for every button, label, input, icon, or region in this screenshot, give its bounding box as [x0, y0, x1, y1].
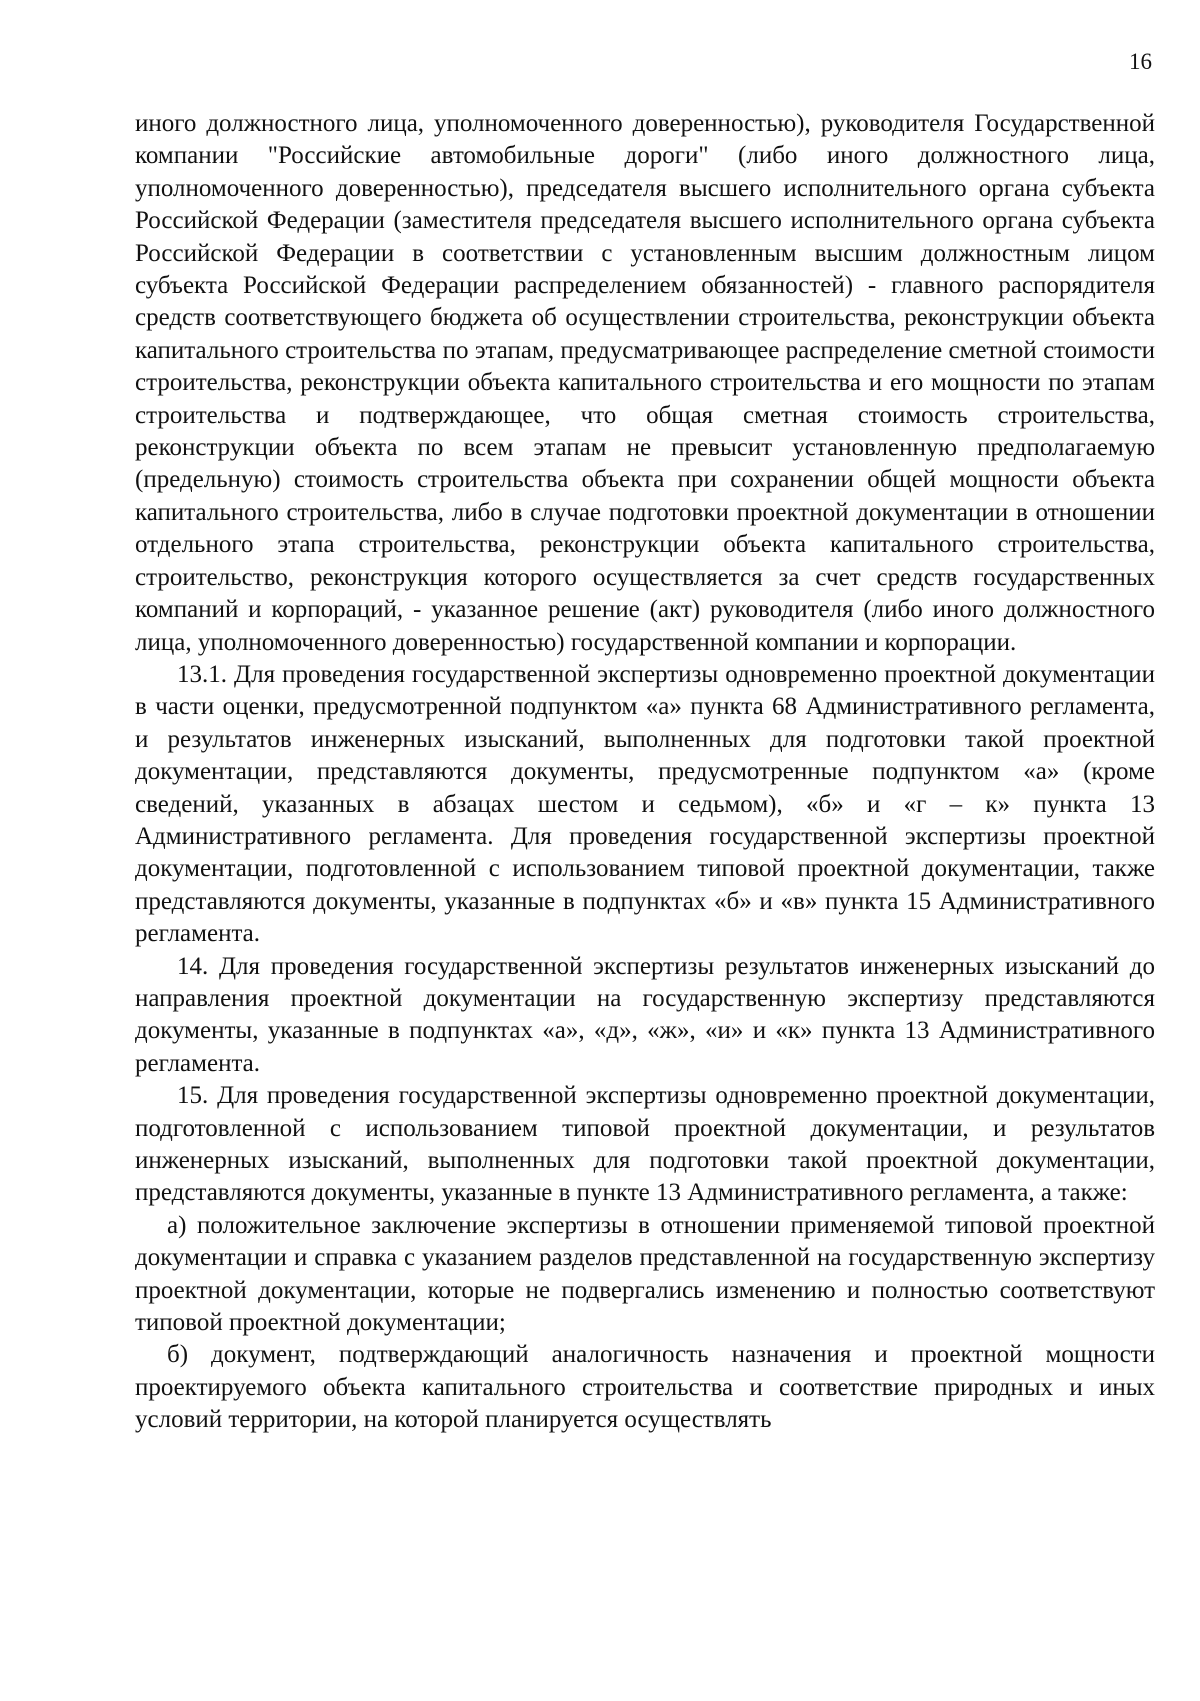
document-body: [135, 108, 1155, 1437]
paragraph-14: 14. Для проведения государственной экспертизы результатов инженерных изысканий до направления проектной документации на государственную экспертизу представляются документы, указанные в подпунктах «а», «д», «ж», «и» и «к» пункта 13 Административного регламента.: [135, 952, 1155, 1077]
paragraph-15-b: б) документ, подтверждающий аналогичность назначения и проектной мощности проектируемого объекта капитального строительства и соответствие природных и иных условий территории, на которой планируется осуществлять: [135, 1341, 1155, 1434]
paragraph-13-1: 13.1. Для проведения государственной экспертизы одновременно проектной документации в части оценки, предусмотренной подпунктом «а» пункта 68 Административного регламента, и результатов инженерных изысканий, выполненных для подготовки такой проектной документации, представляются документы, предусмотренные подпунктом «а» (кроме сведений, указанных в абзацах шестом и седьмом), «б» и «г – к» пункта 13 Административного регламента. Для проведения государственной экспертизы проектной документации, подготовленной с использованием типовой проектной документации, также представляются документы, указанные в подпунктах «б» и «в» пункта 15 Административного регламента.: [135, 660, 1155, 948]
page-number: 16: [1129, 49, 1152, 74]
paragraph-15: 15. Для проведения государственной экспертизы одновременно проектной документации, подготовленной с использованием типовой проектной документации, и результатов инженерных изысканий, выполненных для подготовки такой проектной документации, представляются документы, указанные в пункте 13 Административного регламента, а также:: [135, 1082, 1155, 1207]
paragraph-continuation: иного должностного лица, уполномоченного доверенностью), руководителя Государственной компании "Российские автомобильные дороги" (либо иного должностного лица, уполномоченного доверенностью), председателя высшего исполнительного органа субъекта Российской Федерации (заместителя председателя высшего исполнительного органа субъекта Российской Федерации в соответствии с установленным высшим должностным лицом субъекта Российской Федерации распределением обязанностей) - главного распорядителя средств соответствующего бюджета об осуществлении строительства, реконструкции объекта капитального строительства по этапам, предусматривающее распределение сметной стоимости строительства, реконструкции объекта капитального строительства и его мощности по этапам строительства и подтверждающее, что общая сметная стоимость строительства, реконструкции объекта по всем этапам не превысит установленную предполагаемую (предельную) стоимость строительства объекта при сохранении общей мощности объекта капитального строительства, либо в случае подготовки проектной документации в отношении отдельного этапа строительства, реконструкции объекта капитального строительства, строительство, реконструкция которого осуществляется за счет средств государственных компаний и корпораций, - указанное решение (акт) руководителя (либо иного должностного лица, уполномоченного доверенностью) государственной компании и корпорации.: [135, 110, 1155, 656]
paragraph-15-a: а) положительное заключение экспертизы в отношении применяемой типовой проектной документации и справка с указанием разделов представленной на государственную экспертизу проектной документации, которые не подвергались изменению и полностью соответствуют типовой проектной документации;: [135, 1211, 1155, 1337]
